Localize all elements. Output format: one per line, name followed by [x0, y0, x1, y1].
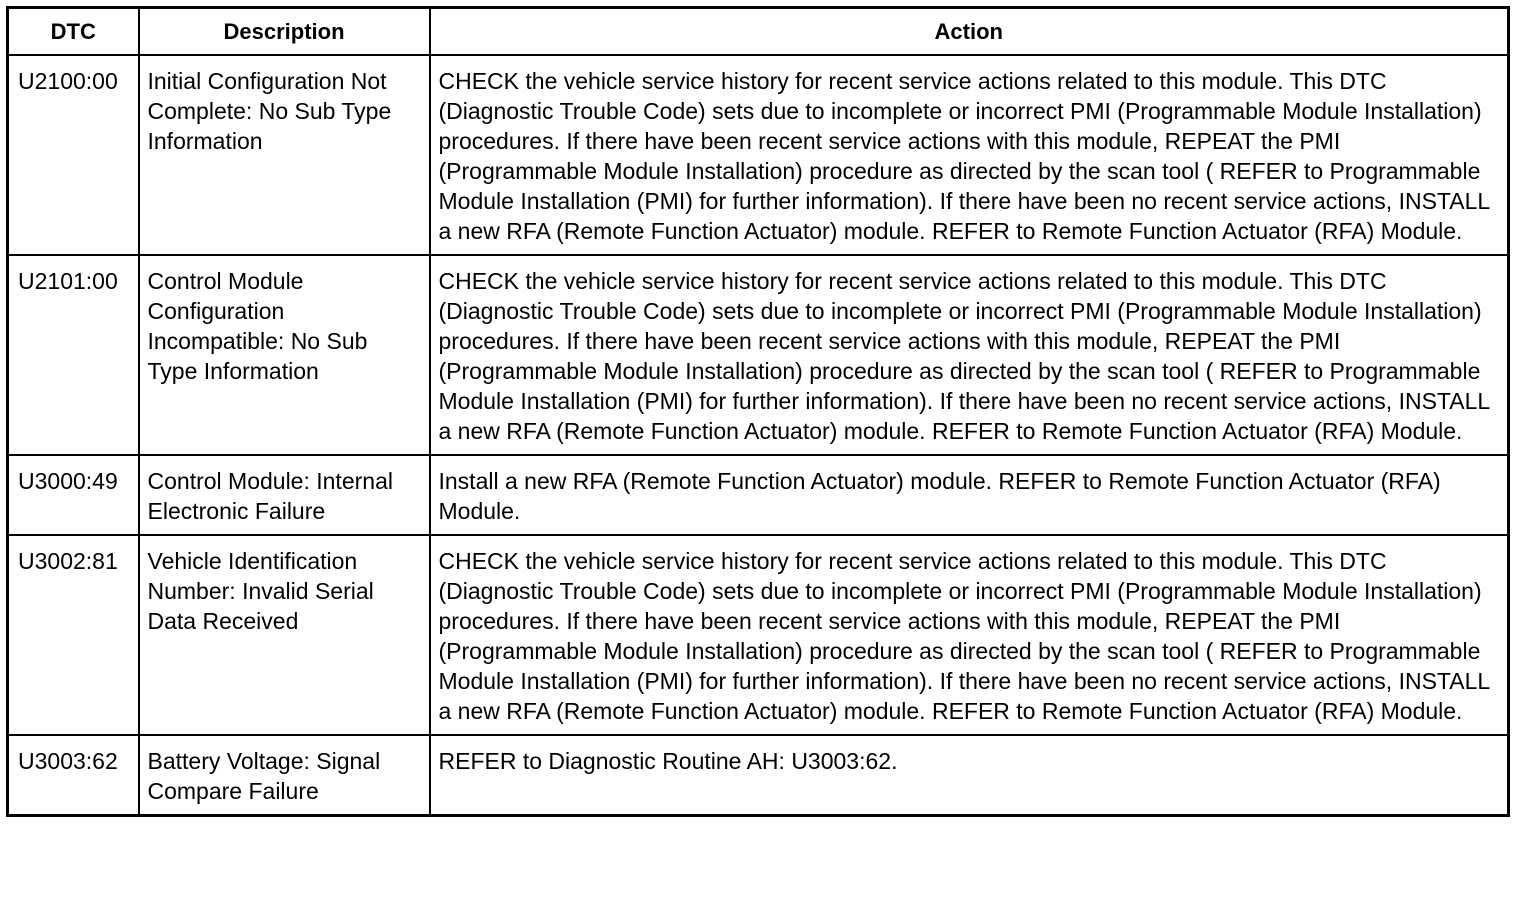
- header-action: Action: [430, 8, 1509, 55]
- dtc-code: U2100:00: [8, 55, 139, 255]
- table-row: [8, 55, 1509, 255]
- dtc-action: CHECK the vehicle service history for recent service actions related to this module. This DTC (Diagnostic Trouble Code) sets due to incomplete or incorrect PMI (Programmable Module Installation) procedures. If there have been recent service actions with this module, REPEAT the PMI (Programmable Module Installation) procedure as directed by the scan tool ( REFER to Programmable Module Installation (PMI) for further information). If there have been no recent service actions, INSTALL a new RFA (Remote Function Actuator) module. REFER to Remote Function Actuator (RFA) Module.: [430, 255, 1509, 455]
- dtc-code: U3000:49: [8, 455, 139, 535]
- dtc-table: [6, 6, 1510, 817]
- dtc-description: Control Module Configuration Incompatible: No Sub Type Information: [139, 255, 430, 455]
- dtc-action: REFER to Diagnostic Routine AH: U3003:62.: [430, 735, 1509, 816]
- table-row: [8, 535, 1509, 735]
- table-header: [8, 8, 1509, 55]
- dtc-code: U3003:62: [8, 735, 139, 816]
- dtc-code: U2101:00: [8, 255, 139, 455]
- table-row: [8, 455, 1509, 535]
- header-row: [8, 8, 1509, 55]
- header-description: Description: [139, 8, 430, 55]
- dtc-description: Battery Voltage: Signal Compare Failure: [139, 735, 430, 816]
- table-row: [8, 735, 1509, 816]
- dtc-code: U3002:81: [8, 535, 139, 735]
- dtc-action: Install a new RFA (Remote Function Actuator) module. REFER to Remote Function Actuator (RFA) Module.: [430, 455, 1509, 535]
- dtc-description: Vehicle Identification Number: Invalid Serial Data Received: [139, 535, 430, 735]
- table-body: [8, 55, 1509, 816]
- header-dtc: DTC: [8, 8, 139, 55]
- dtc-description: Control Module: Internal Electronic Failure: [139, 455, 430, 535]
- dtc-action: CHECK the vehicle service history for recent service actions related to this module. This DTC (Diagnostic Trouble Code) sets due to incomplete or incorrect PMI (Programmable Module Installation) procedures. If there have been recent service actions with this module, REPEAT the PMI (Programmable Module Installation) procedure as directed by the scan tool ( REFER to Programmable Module Installation (PMI) for further information). If there have been no recent service actions, INSTALL a new RFA (Remote Function Actuator) module. REFER to Remote Function Actuator (RFA) Module.: [430, 535, 1509, 735]
- dtc-action: CHECK the vehicle service history for recent service actions related to this module. This DTC (Diagnostic Trouble Code) sets due to incomplete or incorrect PMI (Programmable Module Installation) procedures. If there have been recent service actions with this module, REPEAT the PMI (Programmable Module Installation) procedure as directed by the scan tool ( REFER to Programmable Module Installation (PMI) for further information). If there have been no recent service actions, INSTALL a new RFA (Remote Function Actuator) module. REFER to Remote Function Actuator (RFA) Module.: [430, 55, 1509, 255]
- dtc-description: Initial Configuration Not Complete: No Sub Type Information: [139, 55, 430, 255]
- table-row: [8, 255, 1509, 455]
